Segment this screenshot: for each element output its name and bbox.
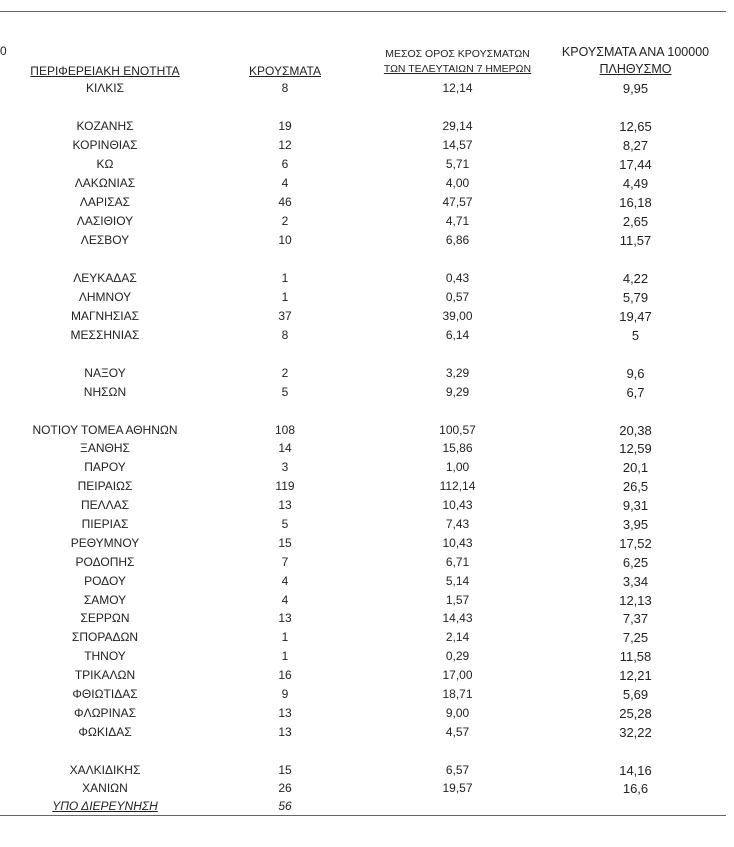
table-row: ΣΑΜΟΥ 4 1,57 12,13 [83,593,652,608]
header-per-100000: ΚΡΟΥΣΜΑΤΑ ΑΝΑ 100000 ΠΛΗΘΥΣΜΟ [561,45,710,76]
table-row: ΡΟΔΟΠΗΣ 7 6,71 6,25 [75,555,649,570]
bottom-rule [0,815,726,816]
table-row: ΛΑΣΙΘΙΟΥ 2 4,71 2,65 [76,214,649,229]
header-avg-7-days: ΜΕΣΟΣ ΟΡΟΣ ΚΡΟΥΣΜΑΤΩΝ ΤΩΝ ΤΕΛΕΥΤΑΙΩΝ 7 ΗΜΕΡΩΝ [383,48,532,75]
top-rule [0,11,726,12]
table-row: ΛΕΣΒΟΥ 10 6,86 11,57 [80,233,652,248]
header-fragment: 0 [0,44,7,58]
table-row: ΜΑΓΝΗΣΙΑΣ 37 39,00 19,47 [70,309,652,324]
table-row: ΧΑΛΚΙΔΙΚΗΣ 15 6,57 14,16 [69,763,652,778]
table-row: ΚΟΖΑΝΗΣ 19 29,14 12,65 [76,119,652,134]
table-row: ΧΑΝΙΩΝ 26 19,57 16,6 [82,781,649,796]
table-row: ΚΟΡΙΝΘΙΑΣ 12 14,57 8,27 [72,138,649,153]
table-row: ΠΕΙΡΑΙΩΣ 119 112,14 26,5 [77,479,649,494]
table-row: ΡΕΘΥΜΝΟΥ 15 10,43 17,52 [70,536,652,551]
table-row: ΝΑΞΟΥ 2 3,29 9,6 [84,366,645,381]
table-row: ΚΩ 6 5,71 17,44 [96,157,652,172]
table-row: ΛΗΜΝΟΥ 1 0,57 5,79 [78,290,649,305]
table-row: ΣΕΡΡΩΝ 13 14,43 7,37 [80,611,649,626]
table-row: ΝΗΣΩΝ 5 9,29 6,7 [83,385,645,400]
header-cases: ΚΡΟΥΣΜΑΤΑ [249,64,321,78]
table-row: ΣΠΟΡΑΔΩΝ 1 2,14 7,25 [71,630,649,645]
table-row: ΠΕΛΛΑΣ 13 10,43 9,31 [80,498,649,513]
table-row: ΠΙΕΡΙΑΣ 5 7,43 3,95 [81,517,649,532]
table-row: ΦΩΚΙΔΑΣ 13 4,57 32,22 [78,725,652,740]
table-row: ΝΟΤΙΟΥ ΤΟΜΕΑ ΑΘΗΝΩΝ 108 100,57 20,38 [32,423,652,438]
table-row: ΤΗΝΟΥ 1 0,29 11,58 [84,649,652,664]
table-row: ΚΙΛΚΙΣ 8 12,14 9,95 [85,81,649,96]
table-row-under-investigation: ΥΠΟ ΔΙΕΡΕΥΝΗΣΗ 56 [52,799,292,813]
table-row: ΜΕΣΣΗΝΙΑΣ 8 6,14 5 [70,328,640,343]
table-row: ΛΕΥΚΑΔΑΣ 1 0,43 4,22 [73,271,649,286]
table-row: ΤΡΙΚΑΛΩΝ 16 17,00 12,21 [74,668,652,683]
table-row: ΠΑΡΟΥ 3 1,00 20,1 [84,460,649,475]
table-row: ΛΑΡΙΣΑΣ 46 47,57 16,18 [79,195,652,210]
header-region: ΠΕΡΙΦΕΡΕΙΑΚΗ ΕΝΟΤΗΤΑ [30,64,180,78]
table-row: ΦΘΙΩΤΙΔΑΣ 9 18,71 5,69 [72,687,649,702]
table-row: ΛΑΚΩΝΙΑΣ 4 4,00 4,49 [74,176,649,191]
table-row: ΞΑΝΘΗΣ 14 15,86 12,59 [80,441,652,456]
table-row: ΦΛΩΡΙΝΑΣ 13 9,00 25,28 [74,706,652,721]
table-row: ΡΟΔΟΥ 4 5,14 3,34 [84,574,649,589]
